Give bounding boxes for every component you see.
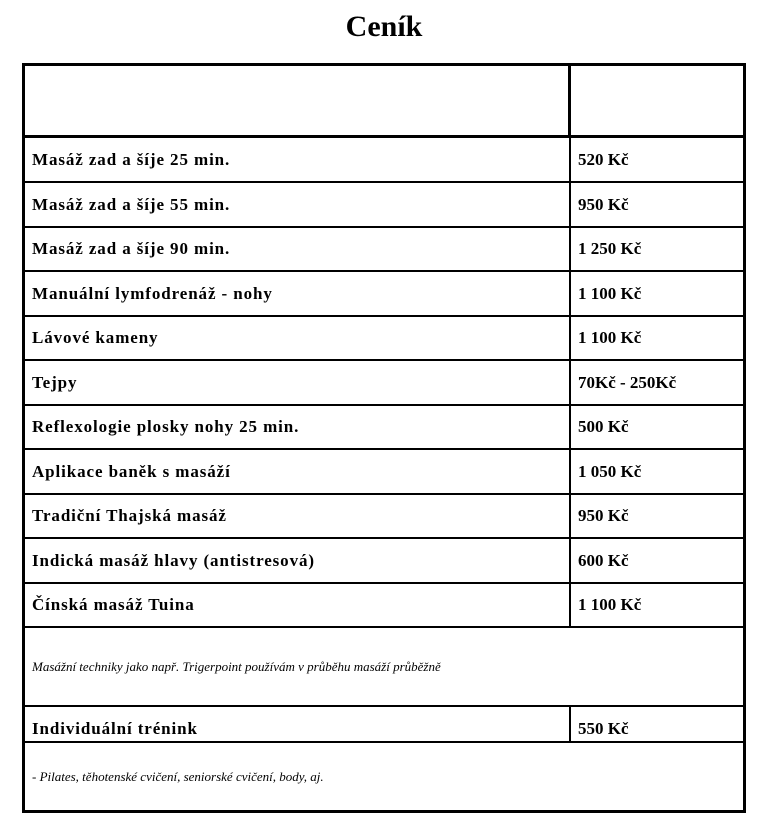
- price-table: [22, 63, 746, 813]
- table-row: [25, 317, 743, 361]
- table-row: [25, 228, 743, 272]
- table-row: [25, 138, 743, 183]
- training-note-row: [25, 743, 743, 810]
- service-price: 520 Kč: [578, 149, 629, 169]
- service-price: 70Kč - 250Kč: [578, 372, 677, 392]
- service-name: Indická masáž hlavy (antistresová): [25, 539, 571, 582]
- table-row: [25, 272, 743, 317]
- table-row: [25, 406, 743, 450]
- service-name: Lávové kameny: [25, 317, 571, 359]
- techniques-note-row: [25, 628, 743, 707]
- service-price: 950 Kč: [578, 506, 629, 525]
- page-title: Ceník: [345, 10, 423, 43]
- service-name: Masáž zad a šíje 25 min.: [25, 138, 571, 181]
- table-header-row: [25, 66, 743, 138]
- table-row: [25, 361, 743, 406]
- training-row: [25, 707, 743, 743]
- training-note: - Pilates, těhotenské cvičení, seniorské cvičení, body, aj.: [32, 768, 324, 784]
- table-row: [25, 450, 743, 495]
- service-name: Aplikace baněk s masáží: [25, 450, 571, 493]
- service-name: Manuální lymfodrenáž - nohy: [25, 272, 571, 315]
- training-price: 550 Kč: [578, 719, 629, 738]
- header-name-cell: [25, 66, 571, 135]
- service-price: 1 100 Kč: [578, 283, 642, 303]
- service-price: 1 050 Kč: [578, 461, 642, 481]
- service-price: 1 250 Kč: [578, 239, 642, 258]
- service-name: Masáž zad a šíje 55 min.: [25, 183, 571, 226]
- service-name: Reflexologie plosky nohy 25 min.: [25, 406, 571, 448]
- service-name: Čínská masáž Tuina: [25, 584, 571, 626]
- table-row: [25, 584, 743, 628]
- service-price: 600 Kč: [578, 550, 629, 570]
- service-price: 950 Kč: [578, 194, 629, 214]
- training-name: Individuální trénink: [25, 707, 571, 741]
- header-price-cell: [571, 66, 743, 135]
- service-price: 500 Kč: [578, 417, 629, 436]
- table-row: [25, 183, 743, 228]
- table-row: [25, 539, 743, 584]
- table-row: [25, 495, 743, 539]
- service-price: 1 100 Kč: [578, 328, 642, 347]
- service-name: Tradiční Thajská masáž: [25, 495, 571, 537]
- techniques-note: Masážní techniky jako např. Trigerpoint používám v průběhu masáží průběžně: [32, 658, 441, 674]
- service-name: Tejpy: [25, 361, 571, 404]
- service-name: Masáž zad a šíje 90 min.: [25, 228, 571, 270]
- service-price: 1 100 Kč: [578, 595, 642, 614]
